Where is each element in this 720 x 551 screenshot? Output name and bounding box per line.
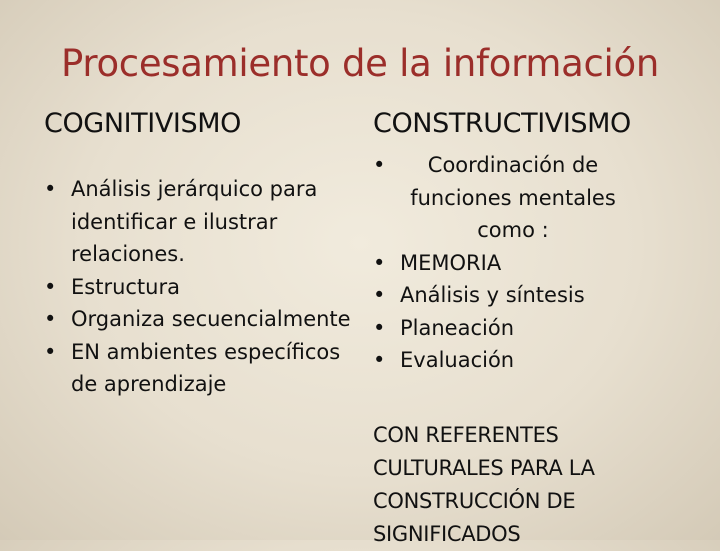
list-item: • Estructura — [44, 271, 354, 304]
list-item: • Organiza secuencialmente — [44, 303, 354, 336]
constructivismo-footer-line: CON REFERENTES — [373, 423, 559, 447]
bullet-icon: • — [373, 348, 386, 372]
constructivismo-footer-line: CULTURALES PARA LA — [373, 456, 595, 480]
bullet-icon: • — [373, 283, 386, 307]
bullet-icon: • — [373, 250, 386, 275]
cognitivismo-heading: COGNITIVISMO — [44, 108, 241, 139]
bullet-icon: • — [373, 153, 386, 177]
constructivismo-heading: CONSTRUCTIVISMO — [373, 108, 631, 139]
list-item: • Planeación — [373, 312, 718, 345]
constructivismo-list — [373, 149, 718, 377]
constructivismo-footer-line: SIGNIFICADOS — [373, 522, 521, 546]
list-item: • Evaluación — [373, 344, 718, 377]
bullet-icon: • — [44, 339, 57, 364]
list-item: • EN ambientes específicos de aprendizaje — [44, 336, 354, 401]
list-item: • Análisis y síntesis — [373, 279, 718, 312]
list-item: • MEMORIA — [373, 247, 718, 280]
bullet-icon: • — [373, 315, 386, 340]
bullet-icon: • — [44, 307, 57, 331]
list-item: • Coordinación de funciones mentales como : — [373, 149, 626, 247]
bullet-icon: • — [44, 177, 57, 201]
bullet-icon: • — [44, 274, 57, 299]
slide-title: Procesamiento de la información — [60, 42, 659, 85]
list-item: • Análisis jerárquico para identificar e ilustrar relaciones. — [44, 173, 354, 271]
constructivismo-footer-line: CONSTRUCCIÓN DE — [373, 489, 576, 513]
cognitivismo-list — [44, 173, 354, 401]
